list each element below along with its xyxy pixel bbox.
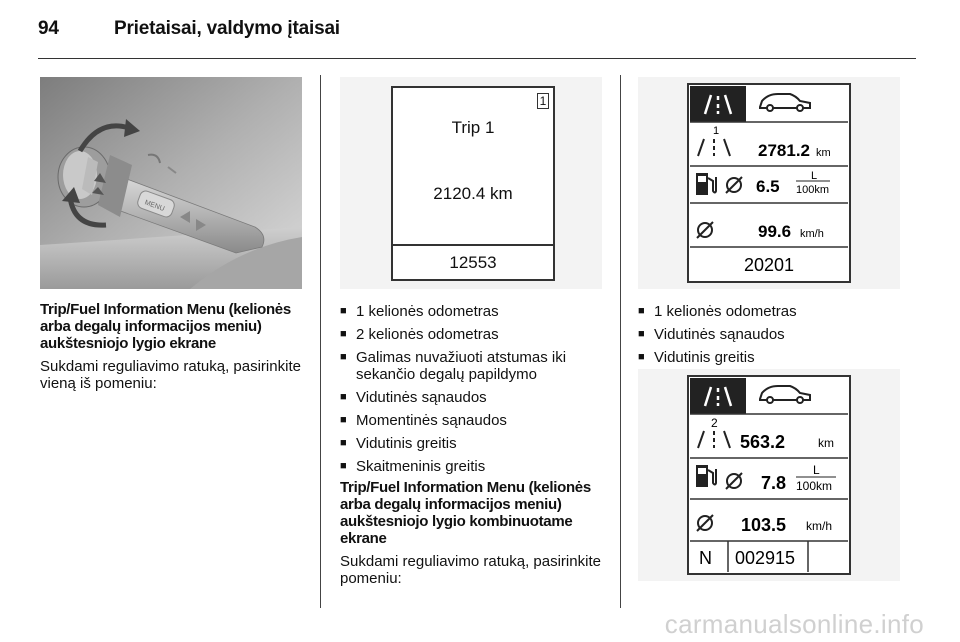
trip-number: 2 xyxy=(711,416,718,430)
header-rule xyxy=(38,58,916,59)
distance-unit: km xyxy=(818,436,834,450)
combined-display-panel-2 xyxy=(638,369,900,581)
trip-title: Trip 1 xyxy=(451,118,495,137)
distance-unit: km xyxy=(816,147,831,159)
list-item: ■ Vidutinis greitis xyxy=(340,435,612,452)
list-item: ■ Momentinės sąnaudos xyxy=(340,412,612,429)
cons-unit-top: L xyxy=(813,463,820,477)
list-item: ■ Skaitmeninis greitis xyxy=(340,458,612,475)
body-text: Sukdami reguliavimo ratuką, pasirinkite vieną iš pomeniu: xyxy=(40,358,301,392)
cons-unit-bottom: 100km xyxy=(796,184,830,196)
average-consumption: 7.8 xyxy=(761,473,787,493)
list-item: ■ 1 kelionės odometras xyxy=(638,303,910,320)
column-1-text xyxy=(40,301,312,392)
average-speed: 99.6 xyxy=(758,222,792,241)
stalk-illustration xyxy=(40,77,302,289)
stalk-menu-label: MENU xyxy=(143,199,166,213)
trip-distance: 2781.2 xyxy=(758,141,810,160)
column-2-text xyxy=(340,303,612,587)
trip-badge: 1 xyxy=(537,93,549,109)
gear-indicator: N xyxy=(699,548,712,568)
list-item: ■ 1 kelionės odometras xyxy=(340,303,612,320)
page-number: 94 xyxy=(38,18,59,39)
list-item: ■ Vidutinės sąnaudos xyxy=(340,389,612,406)
cons-unit-bottom: 100km xyxy=(796,479,833,493)
average-consumption: 6.5 xyxy=(756,177,780,196)
average-speed: 103.5 xyxy=(741,515,787,535)
trip-distance: 2120.4 km xyxy=(433,184,513,203)
odometer-value: 12553 xyxy=(449,253,497,272)
combined-display-panel-1 xyxy=(638,77,900,289)
speed-unit: km/h xyxy=(800,228,824,240)
list-item: ■ Vidutinės sąnaudos xyxy=(638,326,910,343)
body-text: Sukdami reguliavimo ratuką, pasirinkite pomeniu: xyxy=(340,553,601,587)
cons-unit-top: L xyxy=(811,170,818,182)
watermark: carmanualsonline.info xyxy=(664,609,924,639)
list-item: ■ Galimas nuvažiuoti atstumas iki sekančio degalų papildymo xyxy=(340,349,612,383)
page-title: Prietaisai, valdymo įtaisai xyxy=(114,18,340,39)
section-heading: Trip/Fuel Information Menu (kelionės arba degalų informacijos meniu) aukštesniojo lygio ekrane xyxy=(40,301,291,352)
combined-display-1 xyxy=(638,77,900,289)
trip-display xyxy=(391,86,555,281)
trip-display-panel xyxy=(340,77,602,289)
display-divider xyxy=(393,244,553,246)
column-divider xyxy=(320,75,321,608)
column-3-text xyxy=(638,303,910,372)
list-item: ■ Vidutinis greitis xyxy=(638,349,910,366)
submenu-list xyxy=(340,303,612,475)
speed-unit: km/h xyxy=(806,519,833,533)
combined-display-2 xyxy=(638,369,900,581)
odometer-value: 20201 xyxy=(744,255,795,275)
submenu-list xyxy=(638,303,910,366)
section-heading: Trip/Fuel Information Menu (kelionės arba degalų informacijos meniu) aukštesniojo lygio kombinuotame ekrane xyxy=(340,479,591,547)
column-divider xyxy=(620,75,621,608)
trip-distance: 563.2 xyxy=(740,432,786,452)
list-item: ■ 2 kelionės odometras xyxy=(340,326,612,343)
odometer-value: 002915 xyxy=(735,548,796,568)
page-header xyxy=(38,18,340,40)
trip-number: 1 xyxy=(713,125,720,137)
